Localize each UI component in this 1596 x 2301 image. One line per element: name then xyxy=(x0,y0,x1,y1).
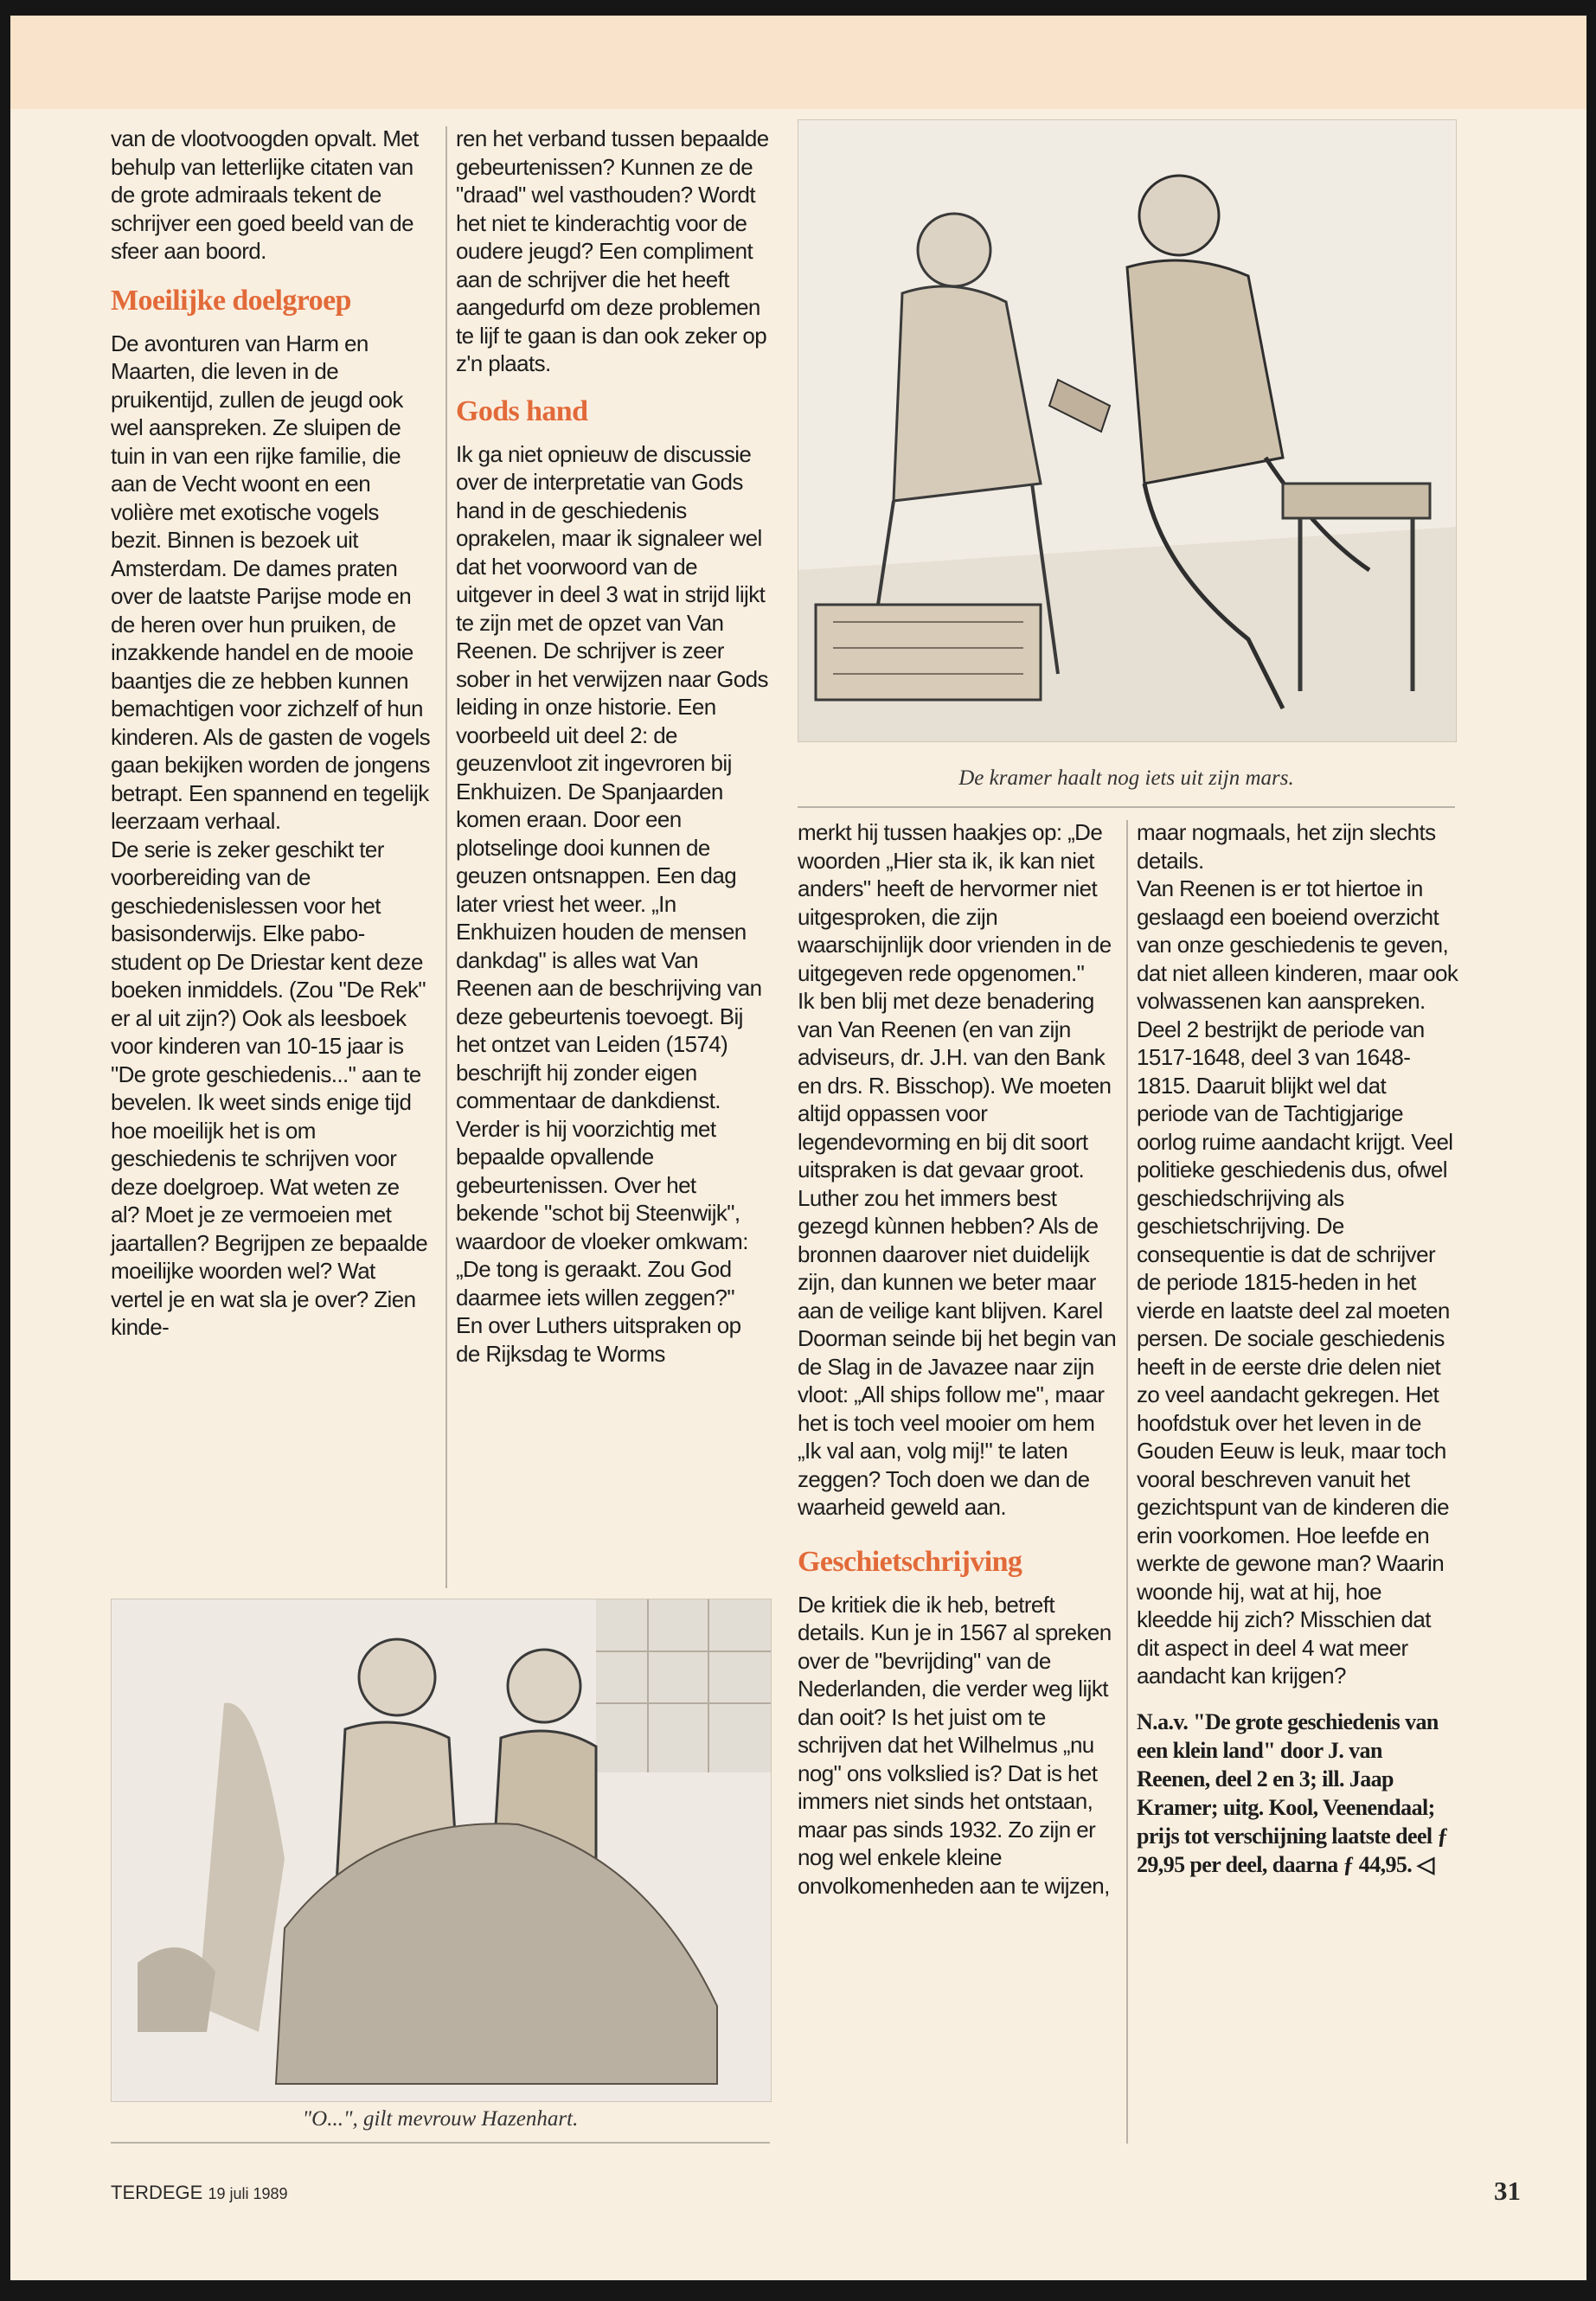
column-3 xyxy=(798,818,1118,1900)
caption-rule-top xyxy=(798,806,1455,808)
caption-hazenhart: "O...", gilt mevrouw Hazenhart. xyxy=(302,2107,579,2131)
book-credit: N.a.v. "De grote geschiedenis van een klein land" door J. van Reenen, deel 2 en 3; ill. Jaap Kramer; uitg. Kool, Veenendaal; prijs tot verschijning laatste deel ƒ 29,95 per deel, daarna ƒ 44,95. ◁ xyxy=(1137,1708,1448,1877)
column-1-paragraph-2: De serie is zeker geschikt ter voorbereiding van de geschiedenislessen voor het basisonderwijs. Elke pabo-student op De Driestar kent deze boeken inmiddels. (Zou "De Rek" er al uit zijn?) Ook als leesboek voor kinderen van 10-15 jaar is "De grote geschiedenis..." aan te bevelen. Ik weet sinds enige tijd hoe moeilijk het is om geschiedenis te schrijven voor deze doelgroep. Wat weten ze al? Moet je ze vermoeien met jaartallen? Begrijpen ze bepaalde moeilijke woorden wel? Wat vertel je en wat sla je over? Zien kinde- xyxy=(111,836,428,1340)
illustration-kramer xyxy=(798,119,1457,742)
column-1 xyxy=(111,125,433,1342)
magazine-date: 19 juli 1989 xyxy=(208,2185,288,2202)
column-1-paragraph-1: De avonturen van Harm en Maarten, die leven in de pruikentijd, zullen de jeugd ook wel aanspreken. Ze sluipen de tuin in van een rijke familie, die aan de Vecht woont en een volière met exotische vogels bezit. Binnen is bezoek uit Amsterdam. De dames praten over de laatste Parijse mode en de heren over hun pruiken, de inzakkende handel en de mooie baantjes die ze hebben kunnen bemachtigen voor zichzelf of hun kinderen. Als de gasten de vogels gaan bekijken worden de jongens betrapt. Een spannend en tegelijk leerzaam verhaal. xyxy=(111,330,431,834)
column-4-paragraph-2: Van Reenen is er tot hiertoe in geslaagd een boeiend overzicht van onze geschiedenis te geven, dat niet alleen kinderen, maar ook volwassenen kan aanspreken. Deel 2 bestrijkt de periode van 1517-1648, deel 3 van 1648-1815. Daaruit blijkt wel dat periode van de Tachtigjarige oorlog ruime aandacht krijgt. Veel politieke geschiedenis dus, ofwel geschiedschrijving als geschietschrijving. De consequentie is dat de schrijver de periode 1815-heden in het vierde en laatste deel zal moeten persen. De sociale geschiedenis heeft in de eerste drie delen niet zo veel aandacht gekregen. Het hoofdstuk over het leven in de Gouden Eeuw is leuk, maar toch vooral beschreven vanuit het gezichtspunt van de kinderen die erin voorkomen. Hoe leefde en werkte de gewone man? Waarin woonde hij, wat at hij, hoe kleedde hij zich? Misschien dat dit aspect in deel 4 wat meer aandacht kan krijgen? xyxy=(1137,875,1458,1689)
column-1-intro: van de vlootvoogden opvalt. Met behulp van letterlijke citaten van de grote admiraals tekent de schrijver een goed beeld van de sfeer aan boord. xyxy=(111,125,419,264)
heading-gods-hand: Gods hand xyxy=(456,394,588,427)
column-divider-1 xyxy=(445,126,447,1588)
column-4 xyxy=(1137,818,1458,1879)
kramer-drawing xyxy=(798,120,1456,741)
column-2 xyxy=(456,125,769,1368)
magazine-name: TERDEGE xyxy=(111,2182,203,2203)
column-2-intro: ren het verband tussen bepaalde gebeurtenissen? Kunnen ze de "draad" wel vasthouden? Wordt het niet te kinderachtig voor de oudere jeugd? Een compliment aan de schrijver die het heeft aangedurfd om deze problemen te lijf te gaan is dan ook zeker op z'n plaats. xyxy=(456,125,769,376)
caption-kramer: De kramer haalt nog iets uit zijn mars. xyxy=(958,766,1294,790)
magazine-page xyxy=(10,16,1586,2280)
heading-geschietschrijving: Geschietschrijving xyxy=(798,1545,1022,1578)
column-3-paragraph-1: merkt hij tussen haakjes op: „De woorden „Hier sta ik, ik kan niet anders" heeft de hervormer niet uitgesproken, die zijn waarschijnlijk door vrienden in de uitgegeven rede opgenomen." xyxy=(798,819,1112,986)
illustration-hazenhart xyxy=(111,1599,772,2102)
caption-rule-bottom xyxy=(111,2142,770,2144)
column-3-paragraph-3: De kritiek die ik heb, betreft details. Kun je in 1567 al spreken over de "bevrijding" van de Nederlanden, die verder weg lijkt dan ooit? Is het juist om te schrijven dat het Wilhelmus „nu nog" ons volkslied is? Dat is het immers niet sinds het ontstaan, maar pas sinds 1932. Zo zijn er nog wel enkele kleine onvolkomenheden aan te wijzen, xyxy=(798,1591,1112,1899)
column-divider-3 xyxy=(1126,820,1128,2144)
top-band xyxy=(10,16,1586,109)
page-number: 31 xyxy=(1494,2176,1521,2206)
column-4-paragraph-1: maar nogmaals, het zijn slechts details. xyxy=(1137,819,1436,874)
column-2-paragraph-1: Ik ga niet opnieuw de discussie over de interpretatie van Gods hand in de geschiedenis oprakelen, maar ik signaleer wel dat het voorwoord van de uitgever in deel 3 wat in strijd lijkt te zijn met de opzet van Van Reenen. De schrijver is zeer sober in het verwijzen naar Gods leiding in onze historie. Een voorbeeld uit deel 2: de geuzenvloot zit ingevroren bij Enkhuizen. De Spanjaarden komen eraan. Door een plotselinge dooi kunnen de geuzen ontsnappen. Een dag later vriest het weer. „In Enkhuizen houden de mensen dankdag" is alles wat Van Reenen aan de beschrijving van deze gebeurtenis toevoegt. Bij het ontzet van Leiden (1574) beschrijft hij zonder eigen commentaar de dankdienst. Verder is hij voorzichtig met bepaalde opvallende gebeurtenissen. Over het bekende "schot bij Steenwijk", waardoor de vloeker omkwam: „De tong is geraakt. Zou God daarmee iets willen zeggen?" xyxy=(456,440,768,1311)
footer-magazine xyxy=(111,2182,288,2204)
column-2-paragraph-2: En over Luthers uitspraken op de Rijksdag te Worms xyxy=(456,1312,741,1367)
heading-moeilijke-doelgroep: Moeilijke doelgroep xyxy=(111,284,351,317)
column-3-paragraph-2: Ik ben blij met deze benadering van Van Reenen (en van zijn adviseurs, dr. J.H. van den Bank en drs. R. Bisschop). We moeten altijd oppassen voor legendevorming en bij dit soort uitspraken is dat gevaar groot. Luther zou het immers best gezegd kùnnen hebben? Als de bronnen daarover niet duidelijk zijn, dan kunnen we beter maar aan de veilige kant blijven. Karel Doorman seinde bij het begin van de Slag in de Javazee naar zijn vloot: „All ships follow me", maar het is toch veel mooier om hem „Ik val aan, volg mij!" te laten zeggen? Toch doen we dan de waarheid geweld aan. xyxy=(798,988,1117,1520)
hazenhart-drawing xyxy=(112,1599,771,2101)
